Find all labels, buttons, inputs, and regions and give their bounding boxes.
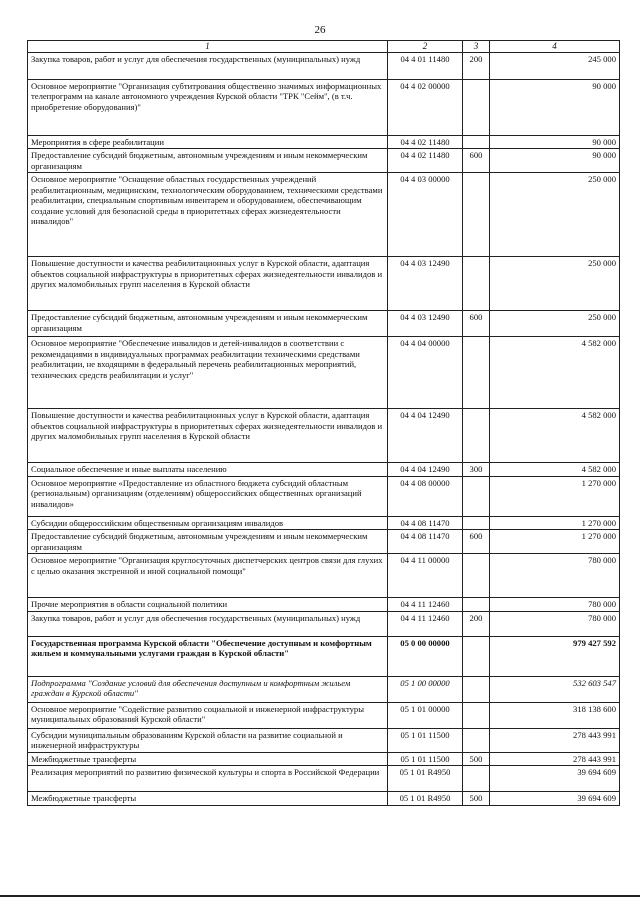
bottom-rule [0,895,640,897]
cell-vr: 600 [463,311,490,337]
cell-name: Основное мероприятие "Обеспечение инвалидов и детей-инвалидов в соответствии с рекомендациями в индивидуальных программах реабилитации техническими средствами реабилитации, не входящими в федеральный перечень реабилитационных мероприятий, технических средств реабилитации и услуг" [28,337,388,409]
header-row [28,41,620,53]
cell-sum: 780 000 [490,598,620,612]
cell-vr: 200 [463,52,490,79]
table-row [28,516,620,530]
table-body [28,52,620,805]
header-col-vr: 3 [463,41,490,53]
cell-name: Предоставление субсидий бюджетным, автономным учреждениям и иным некоммерческим организациям [28,311,388,337]
cell-vr: 300 [463,463,490,477]
cell-vr [463,257,490,311]
table-row [28,636,620,676]
table-row [28,676,620,702]
cell-vr: 500 [463,792,490,806]
cell-sum: 278 443 991 [490,728,620,752]
cell-sum: 4 582 000 [490,463,620,477]
table-row [28,79,620,135]
cell-sum: 39 694 609 [490,792,620,806]
cell-sum: 39 694 609 [490,766,620,792]
cell-code: 04 4 03 00000 [388,173,463,257]
cell-vr [463,337,490,409]
cell-code: 05 1 00 00000 [388,676,463,702]
table-row [28,476,620,516]
cell-name: Основное мероприятие "Содействие развитию социальной и инженерной инфраструктуры муниципальных образований Курской области" [28,702,388,728]
table-row [28,792,620,806]
cell-name: Предоставление субсидий бюджетным, автономным учреждениям и иным некоммерческим организациям [28,149,388,173]
cell-name: Основное мероприятие "Организация субтитрования общественно значимых информационных телепрограмм на канале автономного учреждения Курской области "ТРК "Сейм", (в т.ч. приобретение оборудования)" [28,79,388,135]
cell-vr [463,409,490,463]
table-row [28,752,620,766]
table-row [28,611,620,636]
cell-name: Закупка товаров, работ и услуг для обеспечения государственных (муниципальных) нужд [28,52,388,79]
cell-sum: 250 000 [490,173,620,257]
cell-name: Реализация мероприятий по развитию физической культуры и спорта в Российской Федерации [28,766,388,792]
cell-sum: 780 000 [490,554,620,598]
cell-sum: 90 000 [490,79,620,135]
cell-sum: 532 603 547 [490,676,620,702]
cell-code: 04 4 08 11470 [388,516,463,530]
cell-code: 05 0 00 00000 [388,636,463,676]
cell-sum: 90 000 [490,149,620,173]
cell-name: Закупка товаров, работ и услуг для обеспечения государственных (муниципальных) нужд [28,611,388,636]
cell-vr: 600 [463,149,490,173]
cell-name: Субсидии муниципальным образованиям Курской области на развитие социальной и инженерной инфраструктуры [28,728,388,752]
table-row [28,311,620,337]
cell-sum: 4 582 000 [490,337,620,409]
cell-vr: 600 [463,530,490,554]
cell-name: Субсидии общероссийским общественным организациям инвалидов [28,516,388,530]
table-row [28,463,620,477]
cell-vr [463,728,490,752]
cell-name: Государственная программа Курской области "Обеспечение доступным и комфортным жильем и коммунальными услугами граждан в Курской области" [28,636,388,676]
cell-vr: 200 [463,611,490,636]
cell-code: 05 1 01 11500 [388,728,463,752]
header-col-sum: 4 [490,41,620,53]
cell-vr [463,702,490,728]
cell-vr [463,554,490,598]
cell-code: 04 4 04 12490 [388,463,463,477]
table-row [28,135,620,149]
table-row [28,52,620,79]
cell-code: 04 4 03 12490 [388,257,463,311]
cell-vr [463,135,490,149]
cell-name: Прочие мероприятия в области социальной политики [28,598,388,612]
cell-sum: 250 000 [490,311,620,337]
cell-vr [463,598,490,612]
cell-name: Социальное обеспечение и иные выплаты населению [28,463,388,477]
page-number: 26 [314,24,326,36]
table-row [28,149,620,173]
table-row [28,530,620,554]
cell-sum: 90 000 [490,135,620,149]
table-row [28,766,620,792]
table-row [28,702,620,728]
table-row [28,409,620,463]
cell-name: Межбюджетные трансферты [28,792,388,806]
cell-code: 04 4 08 00000 [388,476,463,516]
table-row [28,598,620,612]
cell-sum: 250 000 [490,257,620,311]
table-row [28,728,620,752]
table-row [28,337,620,409]
cell-code: 04 4 04 00000 [388,337,463,409]
table-row [28,554,620,598]
cell-name: Основное мероприятие «Предоставление из областного бюджета субсидий областным (региональным) организациям (отделениям) общероссийских общественных организаций инвалидов» [28,476,388,516]
cell-code: 04 4 02 11480 [388,149,463,173]
header-col-code: 2 [388,41,463,53]
cell-vr [463,516,490,530]
cell-sum: 318 138 600 [490,702,620,728]
cell-sum: 1 270 000 [490,530,620,554]
cell-code: 04 4 11 12460 [388,611,463,636]
cell-code: 04 4 04 12490 [388,409,463,463]
cell-sum: 278 443 991 [490,752,620,766]
cell-code: 04 4 11 12460 [388,598,463,612]
cell-vr [463,476,490,516]
cell-code: 04 4 02 11480 [388,135,463,149]
cell-code: 05 1 01 R4950 [388,766,463,792]
cell-name: Повышение доступности и качества реабилитационных услуг в Курской области, адаптация объектов социальной инфраструктуры в приоритетных сферах жизнедеятельности инвалидов и других маломобильных групп населения в Курской области [28,257,388,311]
cell-sum: 979 427 592 [490,636,620,676]
cell-vr [463,636,490,676]
cell-code: 04 4 08 11470 [388,530,463,554]
table-row [28,257,620,311]
cell-code: 05 1 01 R4950 [388,792,463,806]
cell-name: Межбюджетные трансферты [28,752,388,766]
cell-code: 04 4 01 11480 [388,52,463,79]
cell-code: 05 1 01 11500 [388,752,463,766]
cell-code: 05 1 01 00000 [388,702,463,728]
cell-vr [463,766,490,792]
cell-sum: 1 270 000 [490,516,620,530]
cell-code: 04 4 02 00000 [388,79,463,135]
header-col-name: 1 [28,41,388,53]
cell-name: Предоставление субсидий бюджетным, автономным учреждениям и иным некоммерческим организациям [28,530,388,554]
cell-sum: 245 000 [490,52,620,79]
cell-vr [463,173,490,257]
cell-code: 04 4 03 12490 [388,311,463,337]
cell-name: Мероприятия в сфере реабилитации [28,135,388,149]
cell-sum: 1 270 000 [490,476,620,516]
cell-sum: 4 582 000 [490,409,620,463]
cell-name: Подпрограмма "Создание условий для обеспечения доступным и комфортным жильем граждан в Курской области" [28,676,388,702]
cell-vr: 500 [463,752,490,766]
table-row [28,173,620,257]
budget-table [27,40,620,806]
cell-name: Основное мероприятие "Организация круглосуточных диспетчерских центров связи для глухих с целью оказания экстренной и иной социальной помощи" [28,554,388,598]
cell-vr [463,79,490,135]
cell-name: Повышение доступности и качества реабилитационных услуг в Курской области, адаптация объектов социальной инфраструктуры в приоритетных сферах жизнедеятельности инвалидов и других маломобильных групп населения в Курской области [28,409,388,463]
cell-name: Основное мероприятие "Оснащение областных государственных учреждений реабилитационным, медицинским, технологическим оборудованием, техническими средствами реабилитации, специальным спортивным инвентарем и оборудованием, обеспечивающим создание условий для безопасной среды в приоритетных сферах жизнедеятельности инвалидов" [28,173,388,257]
cell-sum: 780 000 [490,611,620,636]
cell-code: 04 4 11 00000 [388,554,463,598]
cell-vr [463,676,490,702]
